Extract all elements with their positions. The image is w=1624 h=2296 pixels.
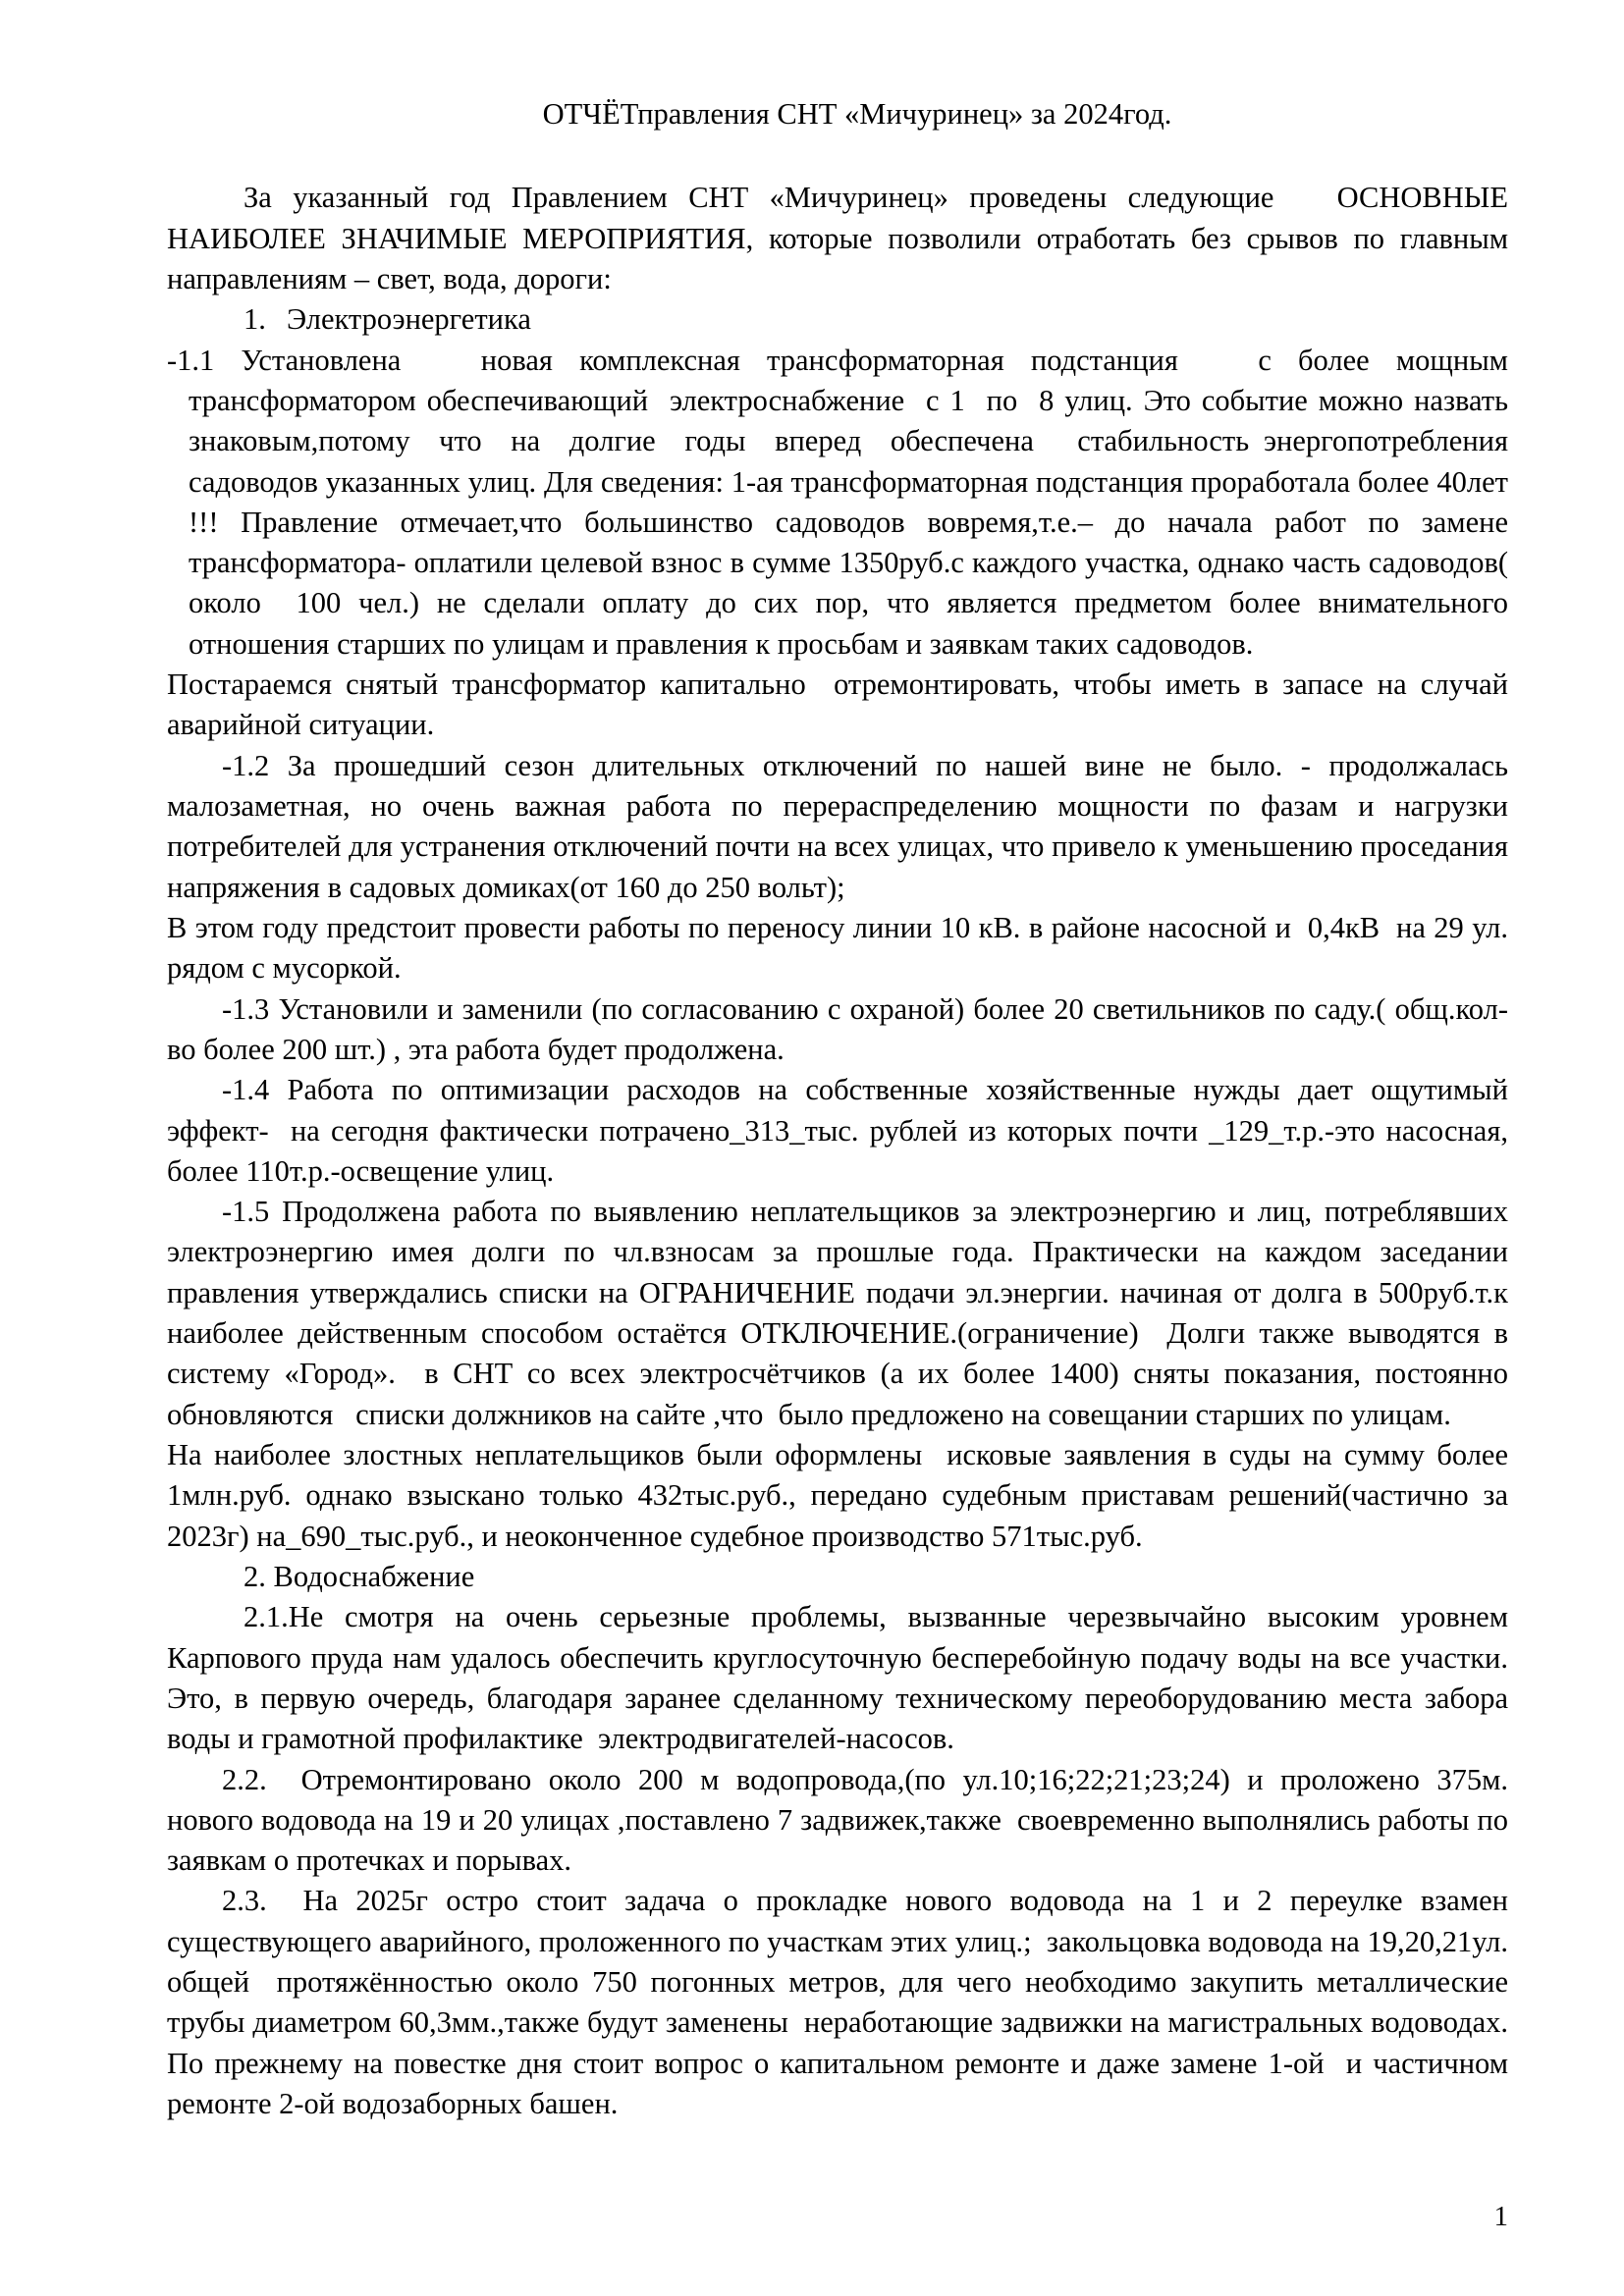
paragraph-1-1: -1.1 Установлена новая комплексная трансформаторная подстанция с более мощным трансформатором обеспечивающий электроснабжение с 1 по 8 улиц. Это событие можно назвать знаковым,потому что на долгие годы вперед обеспечена стабильность энергопотребления садоводов указанных улиц. Для сведения: 1-ая трансформаторная подстанция проработала более 40лет !!! Правление отмечает,что большинство садоводов вовремя,т.е.– до начала работ по замене трансформатора- оплатили целевой взнос в сумме 1350руб.с каждого участка, однако часть садоводов( около 100 чел.) не сделали оплату до сих пор, что является предметом более внимательного отношения старших по улицам и правления к просьбам и заявкам таких садоводов. [167, 343, 1524, 661]
paragraph-1-5: -1.5 Продолжена работа по выявлению неплательщиков за электроэнергию и лиц, потреблявших электроэнергию имея долги по чл.взносам за прошлые года. Практически на каждом заседании правления утверждались списки на ОГРАНИЧЕНИЕ подачи эл.энергии. начиная от долга в 500руб.т.к наиболее действенным способом остаётся ОТКЛЮЧЕНИЕ.(ограничение) Долги также выводятся в систему «Город». в СНТ со всех электросчётчиков (а их более 1400) сняты показания, постоянно обновляются списки должников на сайте ,что было предложено на совещании старших по улицам. [167, 1195, 1516, 1431]
paragraph-line-transfer: В этом году предстоит провести работы по переносу линии 10 кВ. в районе насосной и 0,4кВ на 29 ул. рядом с мусоркой. [167, 910, 1516, 986]
paragraph-2-2: 2.2. Отремонтировано около 200 м водопровода,(по ул.10;16;22;21;23;24) и проложено 375м. нового водовода на 19 и 20 улицах ,поставлено 7 задвижек,также своевременно выполнялись работы по заявкам о протечках и порывах. [167, 1762, 1524, 1878]
page-title: ОТЧЁТправления СНТ «Мичуринец» за 2024год. [542, 97, 1172, 131]
page-number: 1 [1493, 2201, 1508, 2232]
paragraph-2-1: 2.1.Не смотря на очень серьезные проблемы, вызванные черезвычайно высоким уровнем Карпового пруда нам удалось обеспечить круглосуточную бесперебойную подачу воды на все участки. Это, в первую очередь, благодаря заранее сделанному техническому переоборудованию места забора воды и грамотной профилактике электродвигателей-насосов. [167, 1600, 1516, 1756]
paragraph-1-2: -1.2 За прошедший сезон длительных отключений по нашей вине не было. - продолжалась малозаметная, но очень важная работа по перераспределению мощности по фазам и нагрузки потребителей для устранения отключений почти на всех улицах, что привело к уменьшению проседания напряжения в садовых домиках(от 160 до 250 вольт); [167, 748, 1516, 904]
paragraph-lawsuits: На наиболее злостных неплательщиков были оформлены исковые заявления в суды на сумму более 1млн.руб. однако взыскано только 432тыс.руб., передано судебным приставам решений(частично за 2023г) на_690_тыс.руб., и неоконченное судебное производство 571тыс.руб. [167, 1438, 1516, 1553]
paragraph-transformer-repair: Постараемся снятый трансформатор капитально отремонтировать, чтобы иметь в запасе на случай аварийной ситуации. [167, 667, 1516, 742]
paragraph-1-3: -1.3 Установили и заменили (по согласованию с охраной) более 20 светильников по саду.( общ.кол-во более 200 шт.) , эта работа будет продолжена. [167, 991, 1508, 1066]
intro-paragraph: За указанный год Правлением СНТ «Мичуринец» проведены следующие ОСНОВНЫЕ НАИБОЛЕЕ ЗНАЧИМЫЕ МЕРОПРИЯТИЯ, которые позволили отработать без срывов по главным направлениям – свет, вода, дороги: [167, 181, 1516, 295]
section-heading-electricity: 1. Электроэнергетика [244, 302, 531, 337]
section-heading-water-supply: 2. Водоснабжение [244, 1559, 475, 1593]
document-body [167, 94, 1524, 2124]
paragraph-2-3: 2.3. На 2025г остро стоит задача о прокладке нового водовода на 1 и 2 переулке взамен существующего аварийного, проложенного по участкам этих улиц.; закольцовка водовода на 19,20,21ул. общей протяжённостью около 750 погонных метров, для чего необходимо закупить металлические трубы диаметром 60,3мм.,также будут заменены неработающие задвижки на магистральных водоводах. По прежнему на повестке дня стоит вопрос о капитальном ремонте и даже замене 1-ой и частичном ремонте 2-ой водозаборных башен. [167, 1884, 1516, 2120]
paragraph-1-4: -1.4 Работа по оптимизации расходов на собственные хозяйственные нужды дает ощутимый эффект- на сегодня фактически потрачено_313_тыс. рублей из которых почти _129_т.р.-это насосная, более 110т.р.-освещение улиц. [167, 1073, 1524, 1188]
